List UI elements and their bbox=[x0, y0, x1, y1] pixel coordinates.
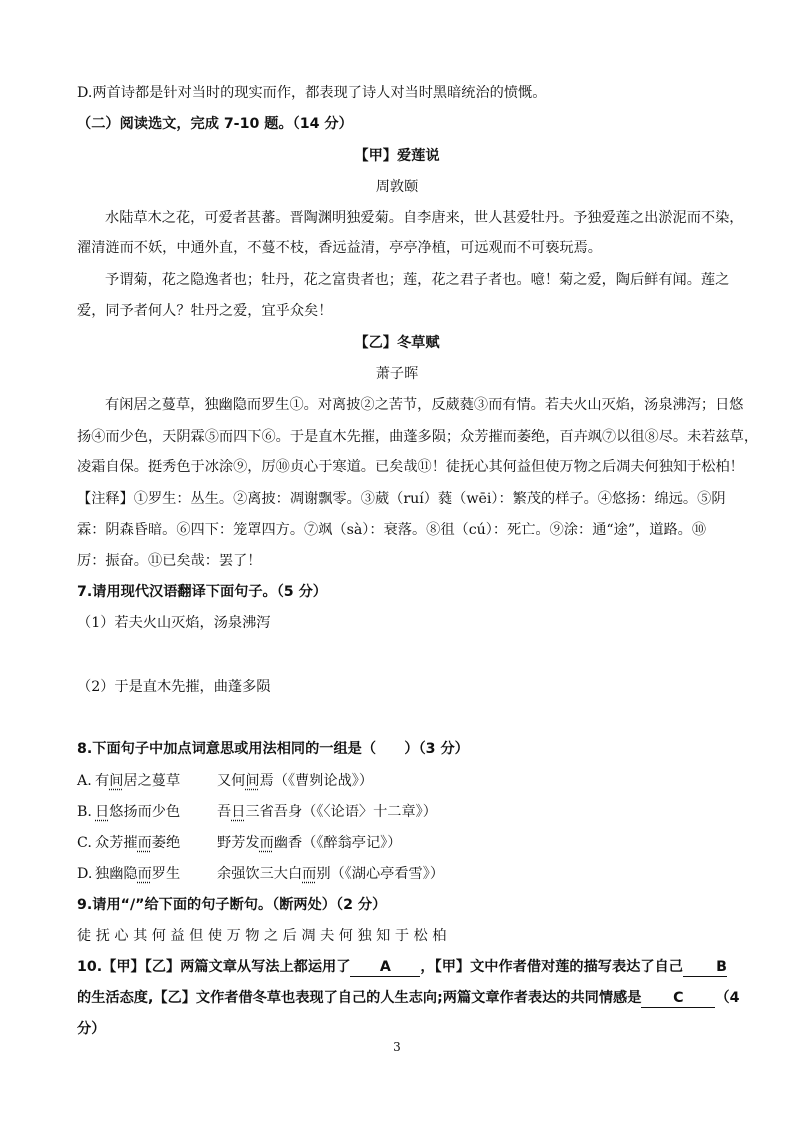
dotted-word: 日 bbox=[231, 804, 246, 820]
answer-blank-a[interactable]: A bbox=[350, 958, 420, 977]
passage-jia-title: 【甲】爱莲说 bbox=[354, 148, 440, 164]
question-7-item-2: （2）于是直木先摧，曲蓬多陨 bbox=[77, 679, 271, 695]
sentence-part: 独幽隐 bbox=[95, 866, 138, 882]
question-8-option-left-sentence bbox=[95, 771, 180, 791]
question-8-option-right-sentence bbox=[217, 802, 437, 822]
passage-jia-author: 周敦颐 bbox=[375, 179, 419, 195]
question-8-option-label: B. bbox=[77, 804, 92, 820]
dotted-word: 而 bbox=[137, 835, 152, 851]
sentence-part: 悠扬而少色 bbox=[109, 804, 181, 820]
page-number: 3 bbox=[393, 1040, 401, 1054]
sentence-part: 居之蔓草 bbox=[123, 773, 181, 789]
question-10-points-end: 分） bbox=[77, 1021, 106, 1037]
dotted-word: 间 bbox=[245, 773, 260, 789]
answer-blank-b[interactable]: B bbox=[683, 958, 727, 977]
dotted-word: 而 bbox=[259, 835, 274, 851]
passage-jia-paragraph-2-line-2: 爱，同予者何人？牡丹之爱，宜乎众矣！ bbox=[77, 303, 333, 319]
question-8-option-right-sentence bbox=[217, 864, 444, 884]
dotted-word: 而 bbox=[137, 866, 152, 882]
passage-yi-line-2: 扬④而少色，天阴霖⑤而四下⑥。于是直木先摧，曲蓬多陨；众芳摧而萎绝，百卉飒⑦以徂⑧尽。未若兹草， bbox=[77, 429, 759, 445]
question-8-option-label: A. bbox=[77, 773, 92, 789]
dotted-word: 而 bbox=[302, 866, 317, 882]
sentence-part: 有 bbox=[95, 773, 110, 789]
question-7: 7.请用现代汉语翻译下面句子。（5 分） bbox=[77, 584, 327, 600]
passage-yi-title: 【乙】冬草赋 bbox=[354, 335, 440, 351]
question-8-option-left-sentence bbox=[95, 802, 180, 822]
question-10-line-2 bbox=[77, 988, 739, 1008]
sentence-part: 幽香（《醉翁亭记》） bbox=[273, 835, 402, 851]
passage-yi-line-3: 凌霜自保。挺秀色于冰涂⑨，厉⑩贞心于寒道。已矣哉⑪！徒抚心其何益但使万物之后凋夫何独知于松柏！ bbox=[77, 459, 744, 475]
answer-blank-c[interactable]: C bbox=[641, 989, 715, 1008]
sentence-part: 三省吾身（《〈论语〉十二章》） bbox=[245, 804, 437, 820]
passage-jia-paragraph-1-line-1: 水陆草木之花，可爱者甚蕃。晋陶渊明独爱菊。自李唐来，世人甚爱牡丹。予独爱莲之出淤泥而不染， bbox=[105, 210, 744, 226]
question-10-points-start: （4 bbox=[715, 990, 740, 1006]
sentence-part: 众芳摧 bbox=[95, 835, 138, 851]
question-10-middle: ，【甲】文中作者借对莲的描写表达了自己 bbox=[420, 959, 683, 975]
question-8-option-left-sentence bbox=[95, 833, 180, 853]
passage-yi-line-1: 有闲居之蔓草，独幽隐而罗生①。对离披②之苦节，反葳蕤③而有情。若夫火山灭焰，汤泉沸泻；日悠 bbox=[105, 397, 744, 413]
question-7-item-1: （1）若夫火山灭焰，汤泉沸泻 bbox=[77, 615, 271, 631]
question-8-option-label: D. bbox=[77, 866, 93, 882]
question-8-option-right-sentence bbox=[217, 771, 373, 791]
sentence-part: 萎绝 bbox=[151, 835, 181, 851]
passage-yi-author: 萧子晖 bbox=[375, 366, 419, 382]
sentence-part: 罗生 bbox=[151, 866, 181, 882]
sentence-part: 别（《湖心亭看雪》） bbox=[316, 866, 445, 882]
notes-line-2: 霖：阴森昏暗。⑥四下：笼罩四方。⑦飒（sà）：衰落。⑧徂（cú）：死亡。⑨涂：通“途”，道路。⑩ bbox=[77, 522, 707, 538]
question-10-prefix: 10.【甲】【乙】两篇文章从写法上都运用了 bbox=[77, 959, 351, 975]
question-8-option-right-sentence bbox=[217, 833, 401, 853]
notes-line-1: 【注释】①罗生：丛生。②离披：凋谢飘零。③葳（ruí）蕤（wēi）：繁茂的样子。④悠扬：绵远。⑤阴 bbox=[77, 491, 726, 507]
question-9: 9.请用“/”给下面的句子断句。（断两处）（2 分） bbox=[77, 897, 387, 913]
option-d-text: D.两首诗都是针对当时的现实而作，都表现了诗人对当时黑暗统治的愤慨。 bbox=[77, 85, 547, 101]
question-10-line-1 bbox=[77, 957, 727, 977]
sentence-part: 野芳发 bbox=[217, 835, 260, 851]
sentence-part: 吾 bbox=[217, 804, 232, 820]
section-heading: （二）阅读选文，完成 7-10 题。（14 分） bbox=[77, 116, 353, 132]
sentence-part: 焉（《曹刿论战》） bbox=[259, 773, 374, 789]
sentence-part: 余强饮三大白 bbox=[217, 866, 303, 882]
question-8: 8.下面句子中加点词意思或用法相同的一组是（ ）（3 分） bbox=[77, 741, 469, 757]
notes-line-3: 厉：振奋。⑪已矣哉：罢了！ bbox=[77, 553, 262, 569]
question-9-sentence: 徒 抚 心 其 何 益 但 使 万 物 之 后 凋 夫 何 独 知 于 松 柏 bbox=[77, 928, 447, 944]
question-10-continuation: 的生活态度,【乙】文作者借冬草也表现了自己的人生志向;两篇文章作者表达的共同情感是 bbox=[77, 990, 642, 1006]
passage-jia-paragraph-1-line-2: 濯清涟而不妖，中通外直，不蔓不枝，香远益清，亭亭净植，可远观而不可亵玩焉。 bbox=[77, 240, 602, 256]
dotted-word: 间 bbox=[109, 773, 124, 789]
question-8-option-left-sentence bbox=[95, 864, 180, 884]
dotted-word: 日 bbox=[95, 804, 110, 820]
sentence-part: 又何 bbox=[217, 773, 246, 789]
passage-jia-paragraph-2-line-1: 予谓菊，花之隐逸者也；牡丹，花之富贵者也；莲，花之君子者也。噫！菊之爱，陶后鲜有闻。莲之 bbox=[105, 272, 730, 288]
question-8-option-label: C. bbox=[77, 835, 92, 851]
